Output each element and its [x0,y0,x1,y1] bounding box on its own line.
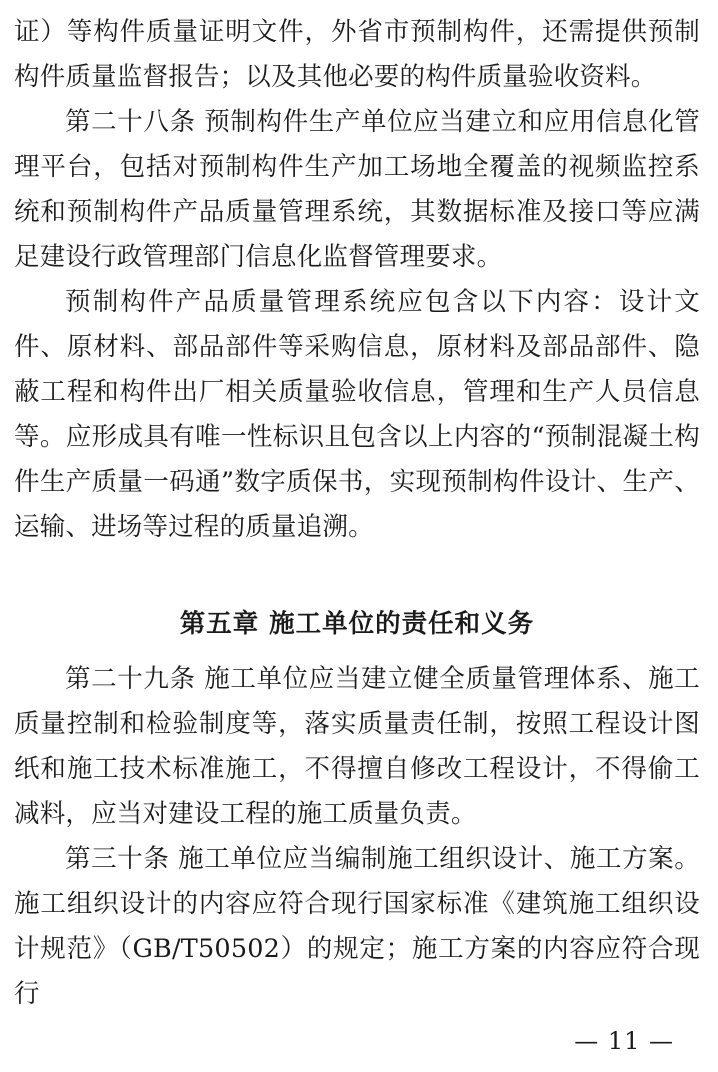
chapter-heading: 第五章 施工单位的责任和义务 [179,609,535,639]
paragraph-article-30: 第三十条 施工单位应当编制施工组织设计、施工方案。施工组织设计的内容应符合现行国家标准《建筑施工组织设计规范》（GB/T50502）的规定；施工方案的内容应符合现行 [14,844,700,1009]
paragraph-article-29: 第二十九条 施工单位应当建立健全质量管理体系、施工质量控制和检验制度等，落实质量责任制，按照工程设计图纸和施工技术标准施工，不得擅自修改工程设计，不得偷工减料，应当对建设工程的施工质量负责。 [14,664,700,829]
paragraph-quality-system-contents: 预制构件产品质量管理系统应包含以下内容：设计文件、原材料、部品部件等采购信息，原材料及部品部件、隐蔽工程和构件出厂相关质量验收信息，管理和生产人员信息等。应形成具有唯一性标识且包含以上内容的“预制混凝土构件生产质量一码通”数字质保书，实现预制构件设计、生产、运输、进场等过程的质量追溯。 [14,287,700,542]
paragraph-cert-continuation: 证）等构件质量证明文件，外省市预制构件，还需提供预制构件质量监督报告；以及其他必要的构件质量验收资料。 [14,17,700,92]
page-number: — 11 — [574,1027,674,1055]
spacer-before-chapter [14,550,700,602]
paragraph-article-28: 第二十八条 预制构件生产单位应当建立和应用信息化管理平台，包括对预制构件生产加工场地全覆盖的视频监控系统和预制构件产品质量管理系统，其数据标准及接口等应满足建设行政管理部门信息化监督管理要求。 [14,107,700,272]
spacer-after-chapter [14,647,700,657]
